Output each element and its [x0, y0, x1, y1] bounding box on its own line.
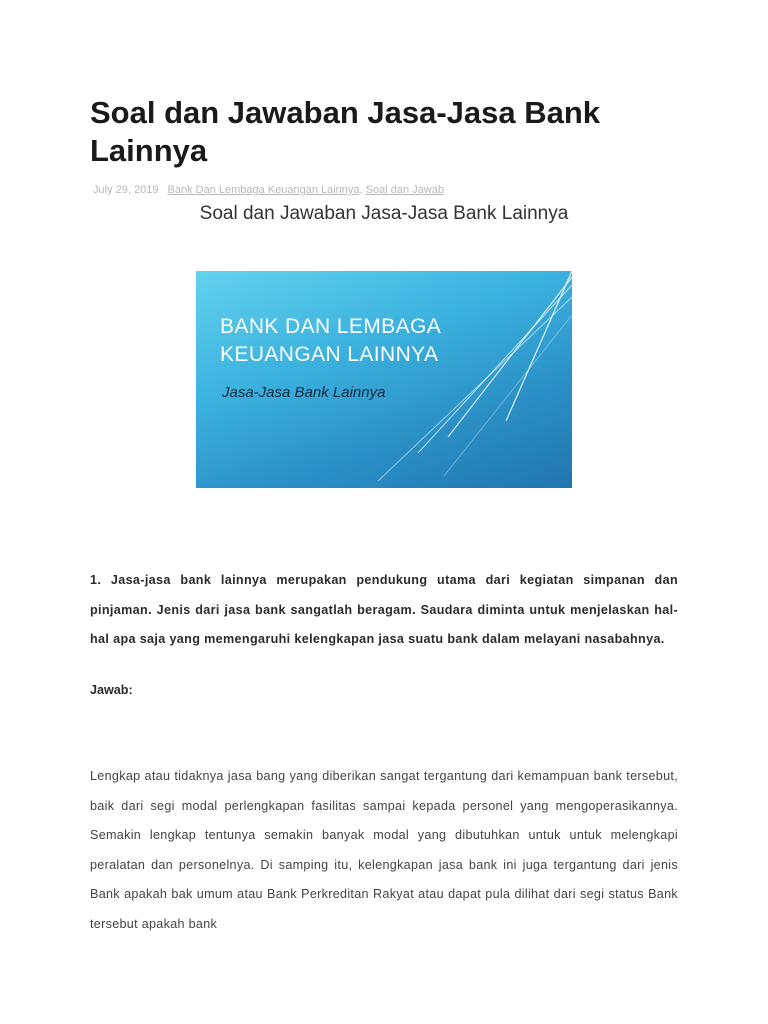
- answer-paragraph: Lengkap atau tidaknya jasa bang yang diberikan sangat tergantung dari kemampuan bank tersebut, baik dari segi modal perlengkapan fasilitas sampai kepada personel yang mengoperasikannya. Semakin lengkap tentunya semakin banyak modal yang dibutuhkan untuk untuk melengkapi peralatan dan personelnya. Di samping itu, kelengkapan jasa bank ini juga tergantung dari jenis Bank apakah bak umum atau Bank Perkreditan Rakyat atau dapat pula dilihat dari segi status Bank tersebut apakah bank: [90, 769, 678, 931]
- question-paragraph: 1. Jasa-jasa bank lainnya merupakan pendukung utama dari kegiatan simpanan dan pinjaman. Jenis dari jasa bank sangatlah beragam. Saudara diminta untuk menjelaskan hal-hal apa saja yang memengaruhi kelengkapan jasa suatu bank dalam melayani nasabahnya.: [90, 573, 678, 646]
- category-link-soal-jawab[interactable]: Soal dan Jawab: [365, 184, 444, 196]
- post-date: July 29, 2019: [93, 184, 159, 196]
- category-link-bank-lembaga[interactable]: Bank Dan Lembaga Keuangan Lainnya: [167, 184, 360, 196]
- banner-title-line1: BANK DAN LEMBAGA: [220, 315, 442, 338]
- page-title: Soal dan Jawaban Jasa-Jasa Bank Lainnya: [90, 95, 601, 168]
- banner-image: [196, 271, 572, 488]
- answer-label: Jawab:: [90, 683, 133, 697]
- banner-decor-lines-icon: [196, 271, 572, 488]
- banner-subtitle: Jasa-Jasa Bank Lainnya: [222, 384, 386, 401]
- article-subtitle: Soal dan Jawaban Jasa-Jasa Bank Lainnya: [199, 203, 569, 224]
- banner-title-line2: KEUANGAN LAINNYA: [220, 343, 439, 366]
- category-separator: ,: [359, 184, 366, 196]
- post-meta: [93, 184, 444, 196]
